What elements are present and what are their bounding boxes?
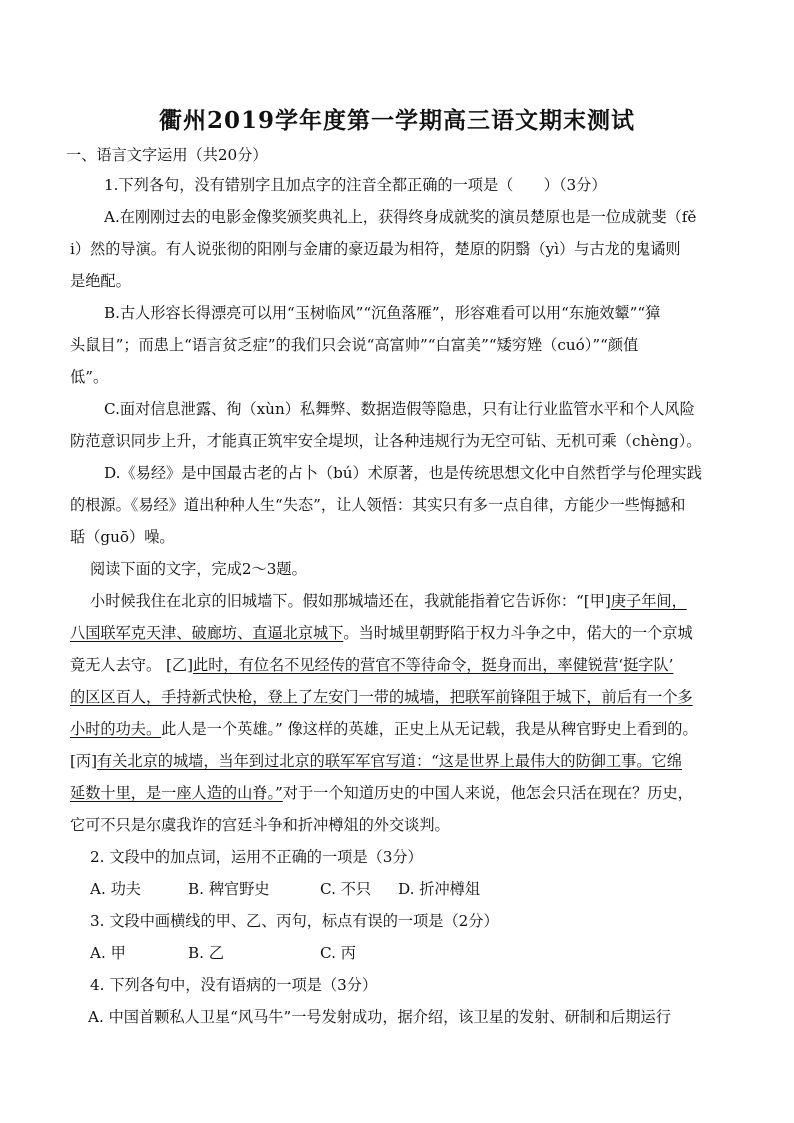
q2-options [90,878,724,900]
underlined-sentence-yi: 小时的功夫。 [70,720,162,738]
q2-option-b: B. 稗官野史 [188,880,270,898]
q1-option-a-line1: A.在刚刚过去的电影金像奖颁奖典礼上，获得终身成就奖的演员楚原也是一位成就斐（fě [104,208,697,226]
q1-option-c-line2: 防范意识同步上升，才能真正筑牢安全堤坝，让各种违规行为无空可钻、无机可乘（chèng）。 [70,432,702,450]
passage-line-5 [70,718,724,740]
passage-text: [丙] [70,752,98,770]
q2-option-d: D. 折冲樽俎 [398,880,481,898]
q1-option-a-line3: 是绝配。 [70,272,131,290]
passage-text: 。当时城里朝野陷于权力斗争之中，偌大的一个京城 [343,624,693,642]
q1-stem: 1.下列各句，没有错别字且加点字的注音全都正确的一项是（ ）（3分） [104,176,607,194]
passage-line-3 [70,654,724,676]
passage-text: 小时候我住在北京的旧城墙下。假如那城墙还在，我就能指着它告诉你：“[甲] [90,592,611,610]
page-title: 衢州2019学年度第一学期高三语文期末测试 [158,107,635,134]
underlined-sentence-bing: 有关北京的城墙，当年到过北京的联军军官写道：“这是世界上最伟大的防御工事。它绵 [97,752,682,770]
q1-option-d-line2: 的根源。《易经》道出种种人生“失态”，让人领悟：其实只有多一点自律，方能少一些悔撼和 [70,496,686,514]
q4-option-a-line1: A. 中国首颗私人卫星“风马牛”一号发射成功，据介绍，该卫星的发射、研制和后期运行 [88,1008,671,1026]
q3-option-c: C. 丙 [320,944,356,962]
q2-stem: 2. 文段中的加点词，运用不正确的一项是（3分） [90,848,423,866]
underlined-sentence-yi: 的区区百人，手持新式快枪，登上了左安门一带的城墙，把联军前锋阻于城下，前后有一个多 [70,688,693,706]
q2-option-a: A. 功夫 [90,880,141,898]
q3-option-b: B. 乙 [188,944,225,962]
passage-text: 竟无人去守。 [乙] [70,656,193,674]
reading-intro: 阅读下面的文字，完成2～3题。 [90,560,307,578]
q4-stem: 4. 下列各句中，没有语病的一项是（3分） [90,976,378,994]
q1-option-b-line3: 低”。 [70,368,109,386]
passage-line-7 [70,782,724,804]
q1-option-a-line2: i）然的导演。有人说张彻的阳刚与金庸的豪迈最为相符，楚原的阴翳（yì）与古龙的鬼谲则 [70,240,681,258]
passage-line-1 [90,590,724,612]
passage-line-6 [70,750,724,772]
q3-option-a: A. 甲 [90,944,126,962]
passage-line-8: 它可不只是尔虞我诈的宫廷斗争和折冲樽俎的外交谈判。 [70,816,450,834]
q1-option-b-line2: 头鼠目”；而患上“语言贫乏症”的我们只会说“高富帅”“白富美”“矮穷矬（cuó）”“颜值 [70,336,639,354]
section-heading: 一、语言文字运用（共20分） [66,146,268,164]
passage-text: 对于一个知道历史的中国人来说，他怎会只活在现在？历史， [282,784,693,802]
underlined-sentence-yi: 此时，有位名不见经传的营官不等待命令，挺身而出，率健锐营‘挺字队’ [193,656,674,674]
passage-text: 此人是一个英雄。” 像这样的英雄，正史上从无记载，我是从稗官野史上看到的。 [161,720,698,738]
q2-option-c: C. 不只 [320,880,372,898]
q3-options [90,942,724,964]
q1-option-b-line1: B.古人形容长得漂亮可以用“玉树临风”“沉鱼落雁”，形容难看可以用“东施效颦”“獐 [104,304,661,322]
q1-option-d-line3: 聒（guō）噪。 [70,528,175,546]
passage-line-4 [70,686,724,708]
underlined-sentence-bing: 延数十里，是一座人造的山脊。” [70,784,283,802]
passage-line-2 [70,622,724,644]
q1-option-d-line1: D.《易经》是中国最古老的占卜（bú）术原著，也是传统思想文化中自然哲学与伦理实践 [104,464,702,482]
q3-stem: 3. 文段中画横线的甲、乙、丙句，标点有误的一项是（2分） [90,912,499,930]
underlined-sentence-jia: 庚子年间， [610,592,687,610]
underlined-sentence-jia: 八国联军克天津、破廊坊、直逼北京城下 [70,624,344,642]
q1-option-c-line1: C.面对信息泄露、徇（xùn）私舞弊、数据造假等隐患，只有让行业监管水平和个人风险 [104,400,695,418]
